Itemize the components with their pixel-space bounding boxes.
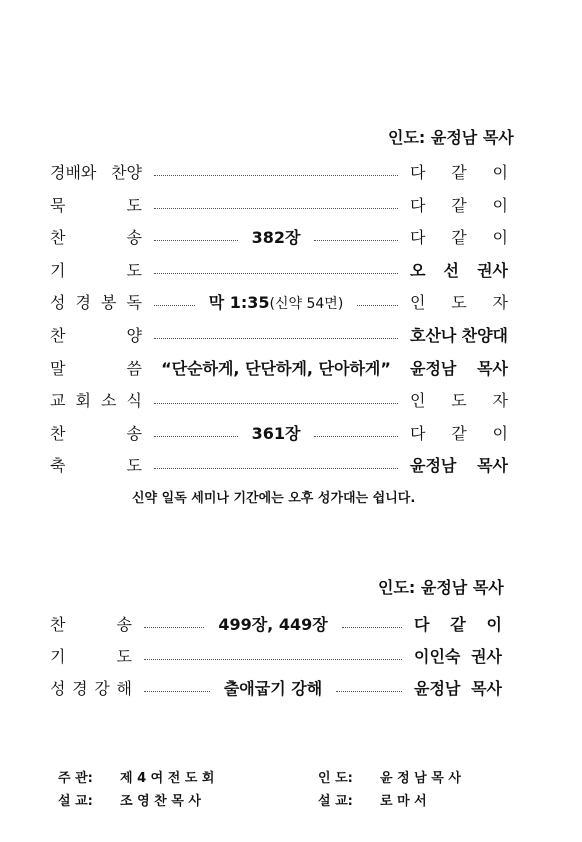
dotted-leader (154, 240, 238, 241)
dotted-leader (314, 240, 398, 241)
dotted-leader (144, 659, 402, 660)
dotted-leader (336, 691, 402, 692)
service-item-row (50, 644, 502, 668)
item-label: 묵 도 (50, 195, 142, 215)
item-person: 다 같 이 (414, 615, 502, 634)
dotted-leader (357, 305, 398, 306)
service-item-row (50, 453, 508, 477)
dotted-leader (154, 468, 398, 469)
item-person: 다 같 이 (410, 423, 508, 443)
dotted-leader (342, 627, 402, 628)
item-person: 오 선 권사 (410, 260, 508, 280)
dotted-leader (314, 436, 398, 437)
item-label: 말 씀 (50, 358, 142, 378)
service-item-row (50, 225, 508, 249)
item-label: 교 회 소 식 (50, 391, 142, 411)
item-label: 찬 송 (50, 423, 142, 443)
item-label: 성 경 강 해 (50, 679, 132, 698)
leader-label: 인 도: (318, 771, 353, 786)
dotted-leader (154, 436, 238, 437)
host-value: 제 4 여 전 도 회 (120, 771, 215, 786)
preacher-value: 조 영 찬 목 사 (120, 794, 201, 809)
item-person: 윤정남 목사 (414, 679, 502, 698)
item-label: 경배와 찬양 (50, 163, 142, 182)
dotted-leader (144, 691, 210, 692)
dotted-leader (154, 273, 398, 274)
item-detail-text: 출애굽기 강해 (223, 679, 323, 698)
item-detail-subtext: (신약 54면) (269, 296, 344, 313)
service-item-row (50, 388, 508, 412)
evening-service-leader: 인도: 윤정남 목사 (378, 578, 504, 597)
item-detail (252, 421, 301, 444)
preacher-label: 설 교: (58, 794, 93, 809)
item-person: 윤정남 목사 (410, 358, 508, 378)
preacher2-label: 설 교: (318, 794, 353, 809)
service-item-row (50, 356, 508, 380)
item-detail (161, 356, 391, 379)
dotted-leader (154, 403, 398, 404)
service-item-row (50, 258, 508, 282)
service-item-row (50, 612, 502, 636)
item-label: 찬 송 (50, 228, 142, 248)
dotted-leader (154, 208, 398, 209)
item-person: 다 같 이 (410, 163, 508, 182)
item-detail-text: 막 1:35 (208, 293, 270, 313)
dotted-leader (154, 338, 398, 339)
service-item-row (50, 421, 508, 445)
item-detail (218, 612, 327, 635)
service-item-row (50, 676, 502, 700)
dotted-leader (144, 627, 204, 628)
item-person: 이인숙 권사 (414, 647, 502, 666)
preacher2-value: 로 마 서 (380, 794, 427, 809)
item-label: 기 도 (50, 260, 142, 280)
item-person: 다 같 이 (410, 195, 508, 215)
item-detail-text: 499장, 449장 (218, 615, 328, 634)
dotted-leader (154, 305, 195, 306)
dotted-leader (154, 175, 398, 176)
item-person: 다 같 이 (410, 228, 508, 248)
service-item-row (50, 160, 508, 184)
item-detail (209, 290, 344, 313)
service-item-row (50, 323, 508, 347)
item-label: 찬 송 (50, 615, 132, 634)
item-label: 성 경 봉 독 (50, 293, 142, 313)
host-label: 주 관: (58, 771, 93, 786)
item-label: 기 도 (50, 647, 132, 666)
item-label: 축 도 (50, 456, 142, 476)
announcement-note: 신약 일독 세미나 기간에는 오후 성가대는 쉽니다. (132, 491, 416, 506)
service-item-row (50, 290, 508, 314)
item-person: 인 도 자 (410, 293, 508, 313)
item-detail (252, 225, 301, 248)
service-leader: 인도: 윤정남 목사 (388, 128, 514, 147)
item-person: 인 도 자 (410, 391, 508, 411)
item-label: 찬 양 (50, 326, 142, 345)
item-detail-text: “단순하게, 단단하게, 단아하게” (161, 358, 391, 378)
leader-value: 윤 정 남 목 사 (380, 771, 461, 786)
item-person: 호산나 찬양대 (410, 326, 508, 345)
item-detail-text: 382장 (251, 228, 301, 248)
item-detail (224, 676, 322, 699)
item-detail-text: 361장 (251, 423, 301, 443)
service-item-row (50, 193, 508, 217)
item-person: 윤정남 목사 (410, 456, 508, 476)
